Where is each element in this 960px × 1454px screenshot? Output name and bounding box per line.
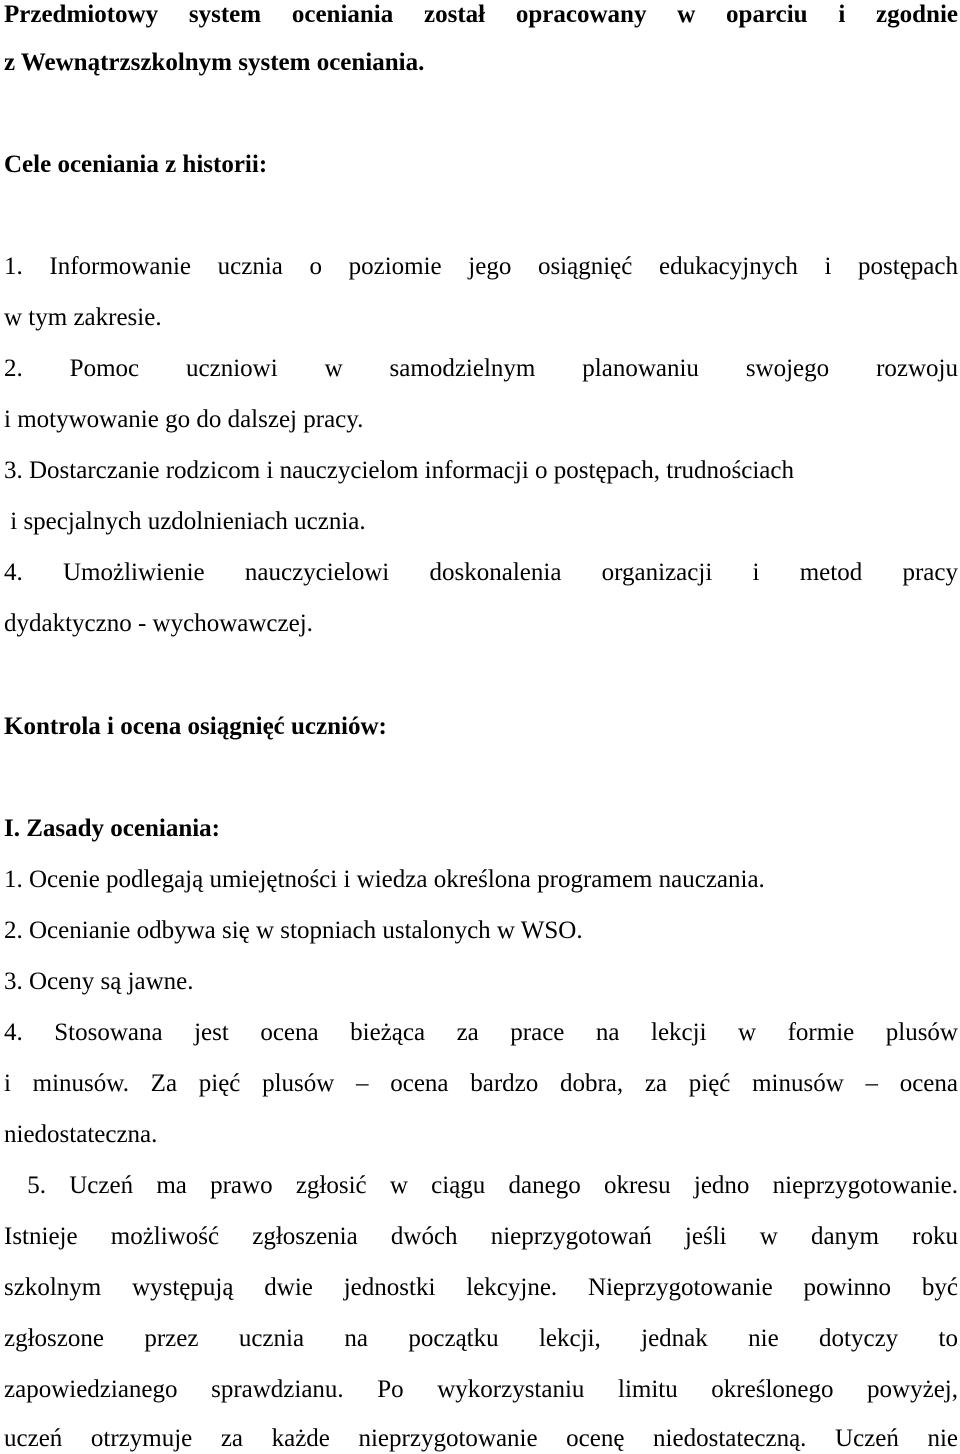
control-heading: Kontrola i ocena osiągnięć uczniów:: [4, 713, 387, 740]
intro-line-1: Przedmiotowy system oceniania został opracowany w oparciu i zgodnie: [4, 1, 958, 28]
goal-item-2-line-2: i motywowanie go do dalszej pracy.: [4, 406, 364, 433]
goal-item-4-line-1: 4. Umożliwienie nauczycielowi doskonalenia organizacji i metod pracy: [4, 559, 958, 586]
goal-item-1-line-2: w tym zakresie.: [4, 304, 162, 331]
goal-item-1-line-1: 1. Informowanie ucznia o poziomie jego osiągnięć edukacyjnych i postępach: [4, 253, 958, 280]
intro-line-2: z Wewnątrzszkolnym system oceniania.: [4, 49, 425, 76]
rules-line-1: 1. Ocenie podlegają umiejętności i wiedza określona programem nauczania.: [4, 866, 765, 893]
goal-item-3-line-1: 3. Dostarczanie rodzicom i nauczycielom informacji o postępach, trudnościach: [4, 457, 794, 484]
rules-line-3: 3. Oceny są jawne.: [4, 968, 194, 995]
rules-line-7: 5. Uczeń ma prawo zgłosić w ciągu danego okresu jedno nieprzygotowanie.: [4, 1172, 958, 1199]
goals-heading: Cele oceniania z historii:: [4, 151, 268, 178]
rules-line-8: Istnieje możliwość zgłoszenia dwóch nieprzygotowań jeśli w danym roku: [4, 1223, 958, 1250]
rules-line-12: uczeń otrzymuje za każde nieprzygotowanie ocenę niedostateczną. Uczeń nie: [4, 1425, 958, 1452]
rules-line-9: szkolnym występują dwie jednostki lekcyjne. Nieprzygotowanie powinno być: [4, 1274, 958, 1301]
rules-line-2: 2. Ocenianie odbywa się w stopniach ustalonych w WSO.: [4, 917, 583, 944]
rules-line-6: niedostateczna.: [4, 1121, 158, 1148]
rules-line-4: 4. Stosowana jest ocena bieżąca za prace na lekcji w formie plusów: [4, 1019, 958, 1046]
goal-item-4-line-2: dydaktyczno - wychowawczej.: [4, 610, 313, 637]
rules-line-10: zgłoszone przez ucznia na początku lekcji, jednak nie dotyczy to: [4, 1325, 958, 1352]
rules-line-5: i minusów. Za pięć plusów – ocena bardzo dobra, za pięć minusów – ocena: [4, 1070, 958, 1097]
rules-line-11: zapowiedzianego sprawdzianu. Po wykorzystaniu limitu określonego powyżej,: [4, 1376, 958, 1403]
goal-item-2-line-1: 2. Pomoc uczniowi w samodzielnym planowaniu swojego rozwoju: [4, 355, 958, 382]
rules-heading: I. Zasady oceniania:: [4, 815, 221, 842]
goal-item-3-line-2: i specjalnych uzdolnieniach ucznia.: [4, 508, 366, 535]
